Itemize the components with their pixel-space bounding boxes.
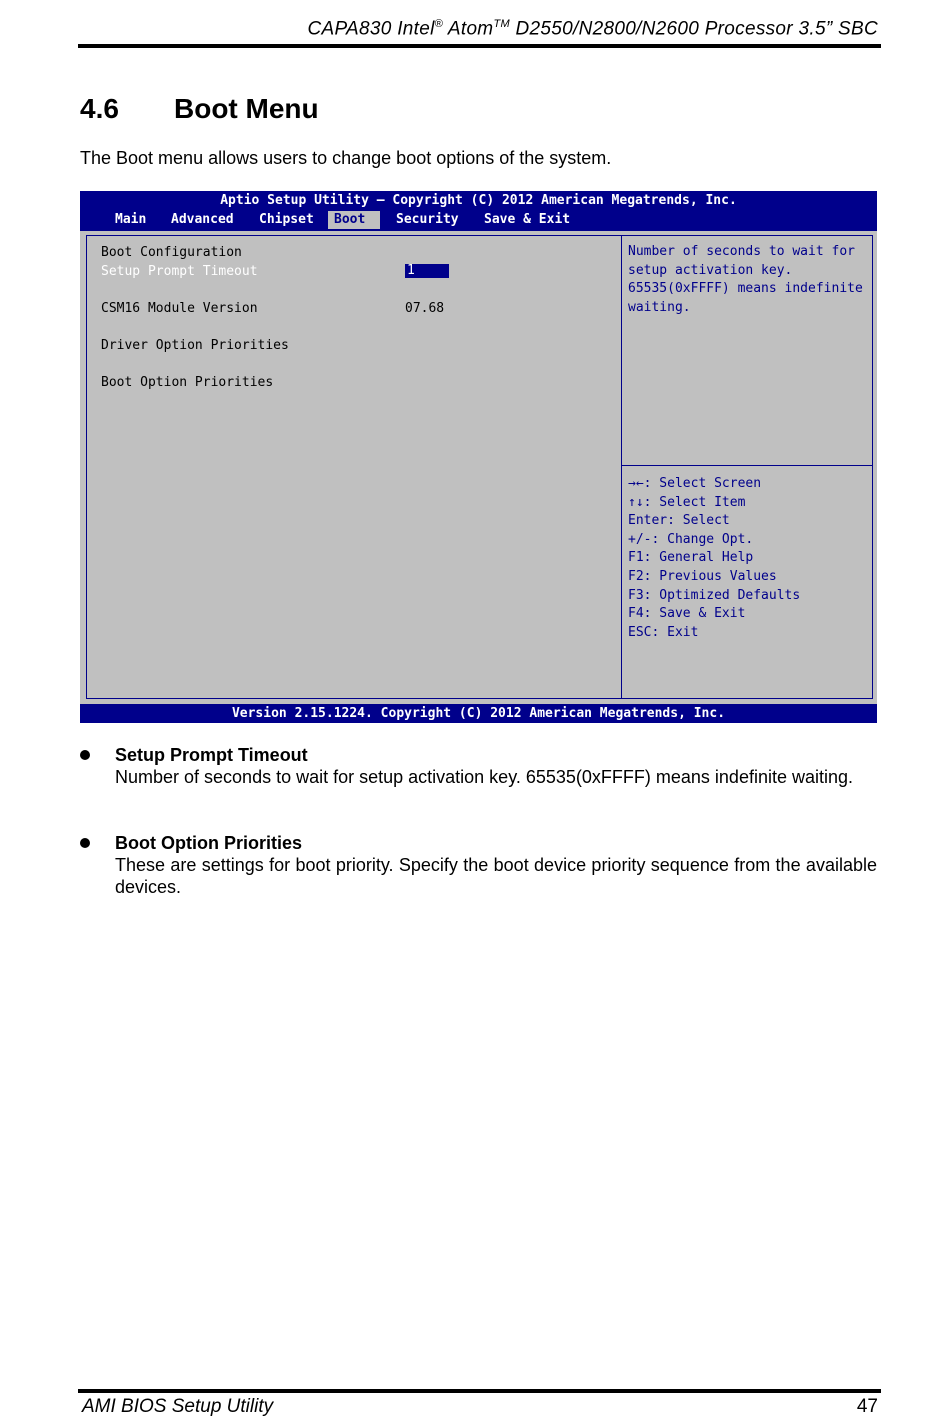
- key-line: ↑↓: Select Item: [628, 494, 746, 510]
- help-line: setup activation key.: [628, 262, 793, 278]
- bios-footer: Version 2.15.1224. Copyright (C) 2012 American Megatrends, Inc.: [80, 704, 877, 723]
- page-header: [80, 18, 878, 40]
- tab-save-exit[interactable]: Save & Exit: [484, 212, 571, 227]
- section-number: 4.6: [80, 93, 119, 124]
- bios-item-boot-option-priorities[interactable]: Boot Option Priorities: [101, 375, 274, 390]
- bios-divider-vertical: [621, 235, 622, 699]
- key-line: ESC: Exit: [628, 624, 699, 640]
- key-line: F4: Save & Exit: [628, 606, 746, 622]
- section-title: Boot Menu: [174, 93, 319, 124]
- bullet-boot-option-priorities: [80, 832, 877, 898]
- bullet-title: Setup Prompt Timeout: [115, 745, 308, 765]
- key-line: F3: Optimized Defaults: [628, 587, 801, 603]
- csm16-module-version-value: 07.68: [405, 301, 445, 316]
- help-line: 65535(0xFFFF) means indefinite: [628, 281, 863, 297]
- bios-item-boot-configuration: Boot Configuration: [101, 245, 242, 260]
- bios-item-csm16-module-version: CSM16 Module Version: [101, 301, 258, 316]
- setup-prompt-timeout-value[interactable]: 1: [405, 264, 449, 278]
- bullet-icon: [80, 838, 90, 848]
- help-line: waiting.: [628, 299, 691, 315]
- tab-chipset[interactable]: Chipset: [259, 212, 314, 227]
- bios-title: Aptio Setup Utility – Copyright (C) 2012 American Megatrends, Inc.: [220, 193, 737, 208]
- help-line: Number of seconds to wait for: [628, 244, 855, 259]
- header-tm: TM: [493, 18, 510, 30]
- header-reg: ®: [434, 18, 444, 30]
- bullet-title: Boot Option Priorities: [115, 833, 302, 853]
- bullet-setup-prompt-timeout: [80, 744, 877, 788]
- header-part1: CAPA830 Intel: [307, 18, 435, 40]
- key-line: F1: General Help: [628, 550, 754, 566]
- footer-title: AMI BIOS Setup Utility: [82, 1396, 274, 1417]
- key-line: Enter: Select: [628, 513, 730, 529]
- header-rule: [78, 44, 881, 48]
- bios-divider-horizontal: [622, 465, 872, 466]
- bios-item-driver-option-priorities[interactable]: Driver Option Priorities: [101, 338, 289, 353]
- intro-paragraph: The Boot menu allows users to change boot options of the system.: [80, 148, 612, 168]
- tab-main[interactable]: Main: [115, 212, 147, 227]
- bios-key-legend: [628, 475, 800, 642]
- bullet-description: Number of seconds to wait for setup activation key. 65535(0xFFFF) means indefinite waiting.: [115, 767, 854, 787]
- key-line: +/-: Change Opt.: [628, 531, 754, 547]
- bios-help-panel: [628, 243, 873, 317]
- footer-rule: [78, 1389, 881, 1393]
- key-line: →←: Select Screen: [628, 476, 762, 491]
- key-line: F2: Previous Values: [628, 568, 777, 584]
- section-heading: [80, 93, 319, 125]
- bios-item-setup-prompt-timeout[interactable]: Setup Prompt Timeout: [101, 264, 258, 279]
- tab-security[interactable]: Security: [396, 212, 459, 227]
- header-part2: Atom: [443, 18, 494, 40]
- tab-boot[interactable]: Boot: [328, 211, 380, 229]
- bullet-icon: [80, 750, 90, 760]
- page-number: 47: [856, 1396, 878, 1417]
- header-part3: D2550/N2800/N2600 Processor 3.5” SBC: [509, 18, 878, 40]
- bios-title-bar: [80, 191, 877, 231]
- bios-screenshot: [80, 191, 877, 723]
- tab-advanced[interactable]: Advanced: [171, 212, 234, 227]
- bullet-description: These are settings for boot priority. Specify the boot device priority sequence from the available devices.: [115, 855, 877, 897]
